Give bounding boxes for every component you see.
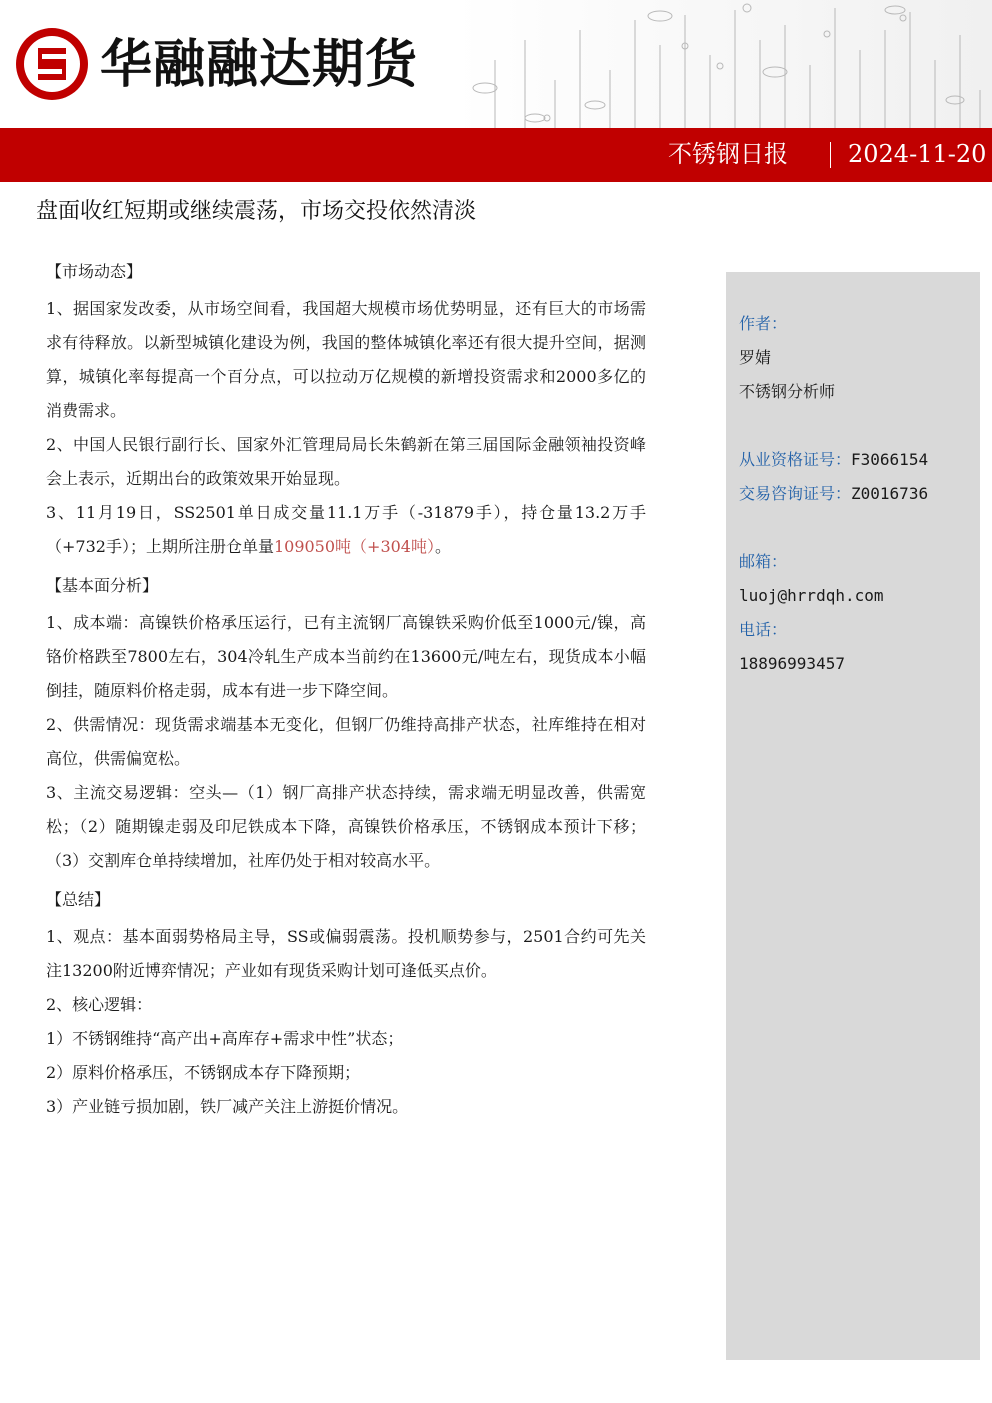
- paragraph-text: 3、11月19日，SS2501单日成交量11.1万手（-31879手），持仓量13.2万手（+732手）；上期所注册仓单量: [46, 503, 646, 556]
- highlight-value: 109050吨（+304吨）: [273, 537, 435, 556]
- decorative-lines-graphic: [455, 0, 992, 128]
- phone-number: 18896993457: [739, 654, 845, 673]
- report-type: 不锈钢日报: [668, 140, 788, 168]
- section-heading: 【基本面分析】: [46, 576, 159, 595]
- author-title: 不锈钢分析师: [739, 382, 836, 401]
- consult-number: Z0016736: [851, 484, 929, 503]
- email-label: 邮箱：: [739, 552, 788, 571]
- paragraph: 1、成本端：高镍铁价格承压运行，已有主流钢厂高镍铁采购价低至1000元/镍，高铬价格跌至7800左右，304冷轧生产成本当前约在13600元/吨左右，现货成本小幅倒挂，随原料价格走弱，成本有进一步下降空间。: [46, 613, 646, 700]
- paragraph: [46, 496, 646, 564]
- email-link[interactable]: luoj@hrrdqh.com: [739, 586, 884, 605]
- report-header: [0, 0, 992, 128]
- phone-label: 电话：: [739, 620, 788, 639]
- qualification-number: F3066154: [851, 450, 929, 469]
- company-name: 华融融达期货: [100, 35, 419, 95]
- headline: 盘面收红短期或继续震荡，市场交投依然清淡: [36, 199, 477, 224]
- paragraph: 2、核心逻辑：: [46, 995, 153, 1014]
- qualification-label: 从业资格证号：: [739, 450, 852, 469]
- paragraph: 3）产业链亏损加剧，铁厂减产关注上游挺价情况。: [46, 1097, 409, 1116]
- paragraph: 2、中国人民银行副行长、国家外汇管理局局长朱鹤新在第三届国际金融领袖投资峰会上表示，近期出台的政策效果开始显现。: [46, 435, 646, 488]
- paragraph-text: 。: [434, 537, 451, 556]
- qualification-line: [739, 448, 928, 472]
- main-content: [46, 256, 646, 1124]
- author-sidebar: [726, 272, 980, 1360]
- section-heading: 【市场动态】: [46, 262, 143, 281]
- consult-line: [739, 482, 928, 506]
- report-date: 2024-11-20: [848, 140, 987, 168]
- paragraph: 3、主流交易逻辑：空头—（1）钢厂高排产状态持续，需求端无明显改善，供需宽松；（2）随期镍走弱及印尼铁成本下降，高镍铁价格承压，不锈钢成本预计下移；（3）交割库仓单持续增加，社库仍处于相对较高水平。: [46, 783, 646, 870]
- s-coin-logo-icon: [14, 26, 90, 102]
- title-divider: [830, 142, 831, 168]
- consult-label: 交易咨询证号：: [739, 484, 852, 503]
- paragraph: 1、观点：基本面弱势格局主导，SS或偏弱震荡。投机顺势参与，2501合约可先关注13200附近博弈情况；产业如有现货采购计划可逢低买点价。: [46, 927, 646, 980]
- paragraph: 1、据国家发改委，从市场空间看，我国超大规模市场优势明显，还有巨大的市场需求有待释放。以新型城镇化建设为例，我国的整体城镇化率还有很大提升空间，据测算，城镇化率每提高一个百分点，可以拉动万亿规模的新增投资需求和2000多亿的消费需求。: [46, 299, 646, 420]
- paragraph: 2、供需情况：现货需求端基本无变化，但钢厂仍维持高排产状态，社库维持在相对高位，供需偏宽松。: [46, 715, 646, 768]
- paragraph: 1）不锈钢维持“高产出+高库存+需求中性”状态；: [46, 1029, 404, 1048]
- author-name: 罗婧: [739, 348, 772, 367]
- author-label: 作者：: [739, 314, 788, 333]
- paragraph: 2）原料价格承压，不锈钢成本存下降预期；: [46, 1063, 361, 1082]
- title-bar: [0, 128, 992, 182]
- section-heading: 【总结】: [46, 890, 111, 909]
